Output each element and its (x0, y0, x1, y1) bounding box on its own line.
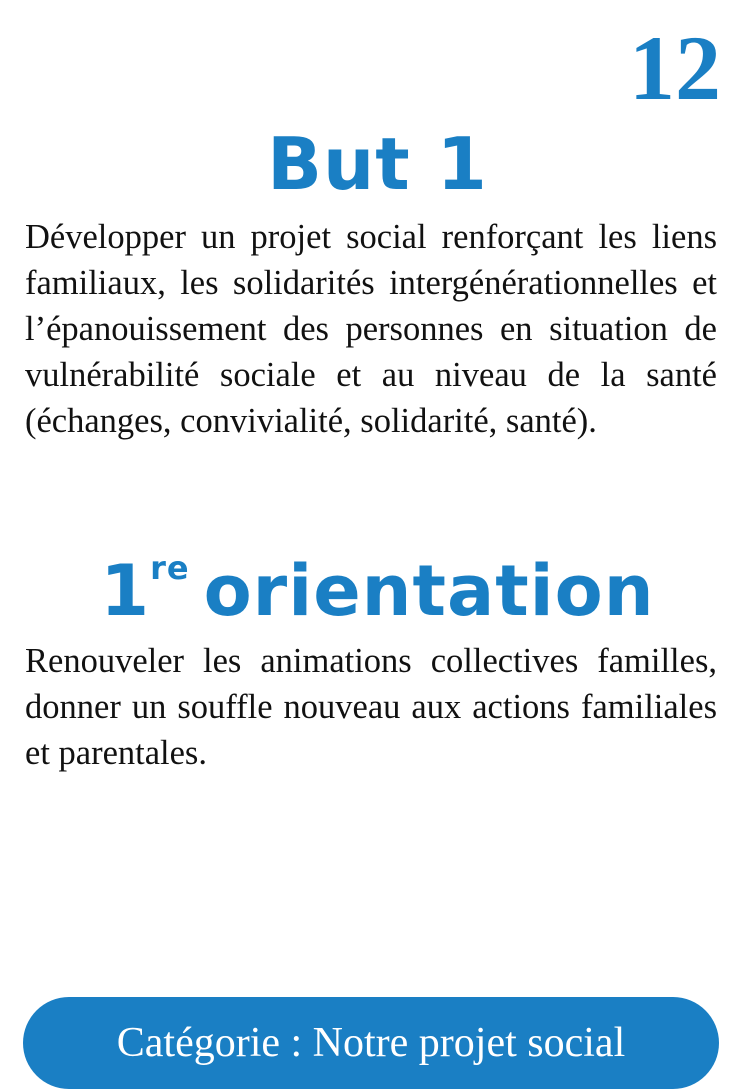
orientation-number: 1 (100, 550, 151, 632)
orientation-ordinal-suffix: re (150, 549, 190, 587)
orientation-title (0, 549, 755, 632)
orientation-description: Renouveler les animations collectives familles, donner un souffle nouveau aux actions familiales et parentales. (25, 642, 717, 772)
goal-title: But 1 (267, 122, 488, 206)
goal-description: Développer un projet social renforçant les liens familiaux, les solidarités intergénérationnelles et l’épanouissement des personnes en situation de vulnérabilité sociale et au niveau de la santé (échanges, convivialité, solidarité, santé). (25, 218, 717, 440)
orientation-word: orientation (203, 550, 655, 632)
category-banner: Catégorie : Notre projet social (23, 997, 719, 1089)
page-number: 12 (629, 17, 721, 119)
